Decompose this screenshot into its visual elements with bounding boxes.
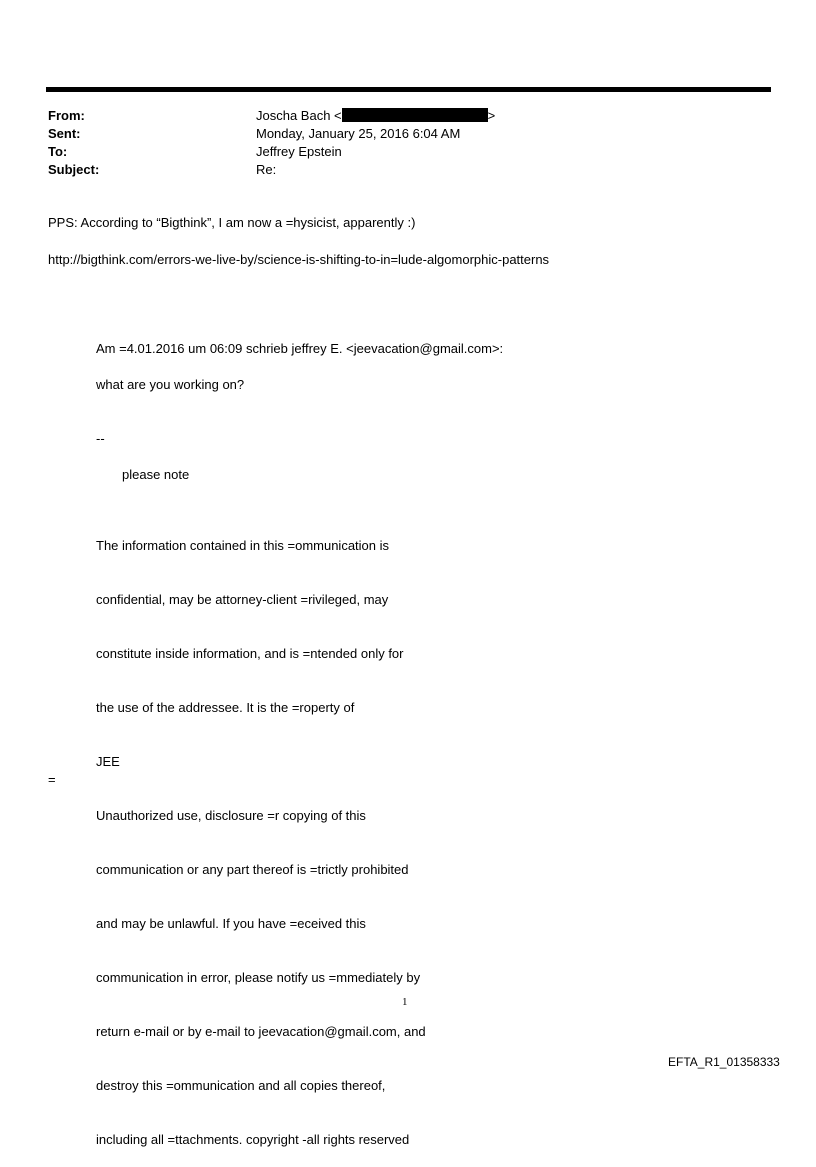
disclaimer-line: JEE: [96, 754, 120, 769]
from-row: [48, 107, 768, 125]
disclaimer-line: the use of the addressee. It is the =roperty of: [96, 700, 355, 715]
disclaimer-line: communication or any part thereof is =trictly prohibited: [96, 862, 409, 877]
signature-separator: --: [96, 431, 105, 446]
redaction-box: [342, 108, 488, 122]
header-divider: [46, 87, 771, 92]
disclaimer-line: The information contained in this =ommunication is: [96, 538, 390, 553]
link-line[interactable]: http://bigthink.com/errors-we-live-by/science-is-shifting-to-in=lude-algomorphic-patterns: [48, 252, 550, 267]
disclaimer-line: return e-mail or by e-mail to jeevacation@gmail.com, and: [96, 1024, 426, 1039]
subject-value: Re:: [256, 162, 277, 177]
from-value: [256, 107, 768, 125]
page-number: 1: [402, 996, 408, 1008]
email-header: [48, 107, 768, 179]
sent-label: Sent:: [48, 126, 81, 141]
subject-row: [48, 161, 768, 179]
quote-attribution: Am =4.01.2016 um 06:09 schrieb jeffrey E. <jeevacation@gmail.com>:: [96, 341, 504, 356]
disclaimer-line: communication in error, please notify us =mmediately by: [96, 970, 421, 985]
sent-row: [48, 125, 768, 143]
to-value: Jeffrey Epstein: [256, 144, 342, 159]
disclaimer-line: including all =ttachments. copyright -all rights reserved: [96, 1132, 410, 1147]
to-label: To:: [48, 144, 68, 159]
disclaimer-line: constitute inside information, and is =ntended only for: [96, 646, 404, 661]
disclaimer-line: Unauthorized use, disclosure =r copying of this: [96, 808, 366, 823]
disclaimer-line: destroy this =ommunication and all copies thereof,: [96, 1078, 386, 1093]
quote-question: what are you working on?: [96, 377, 245, 392]
from-label: From:: [48, 108, 85, 123]
to-row: [48, 143, 768, 161]
sent-value: Monday, January 25, 2016 6:04 AM: [256, 126, 461, 141]
bates-number: EFTA_R1_01358333: [668, 1055, 780, 1069]
trailing-equals: =: [48, 772, 56, 787]
disclaimer-line: and may be unlawful. If you have =eceived this: [96, 916, 366, 931]
pps-line: PPS: According to “Bigthink”, I am now a =hysicist, apparently :): [48, 215, 416, 230]
from-close: >: [487, 108, 496, 123]
subject-label: Subject:: [48, 162, 100, 177]
disclaimer-line: confidential, may be attorney-client =rivileged, may: [96, 592, 389, 607]
please-note: please note: [122, 467, 190, 482]
from-name: Joscha Bach <: [256, 108, 342, 123]
disclaimer-block: [96, 501, 426, 1167]
